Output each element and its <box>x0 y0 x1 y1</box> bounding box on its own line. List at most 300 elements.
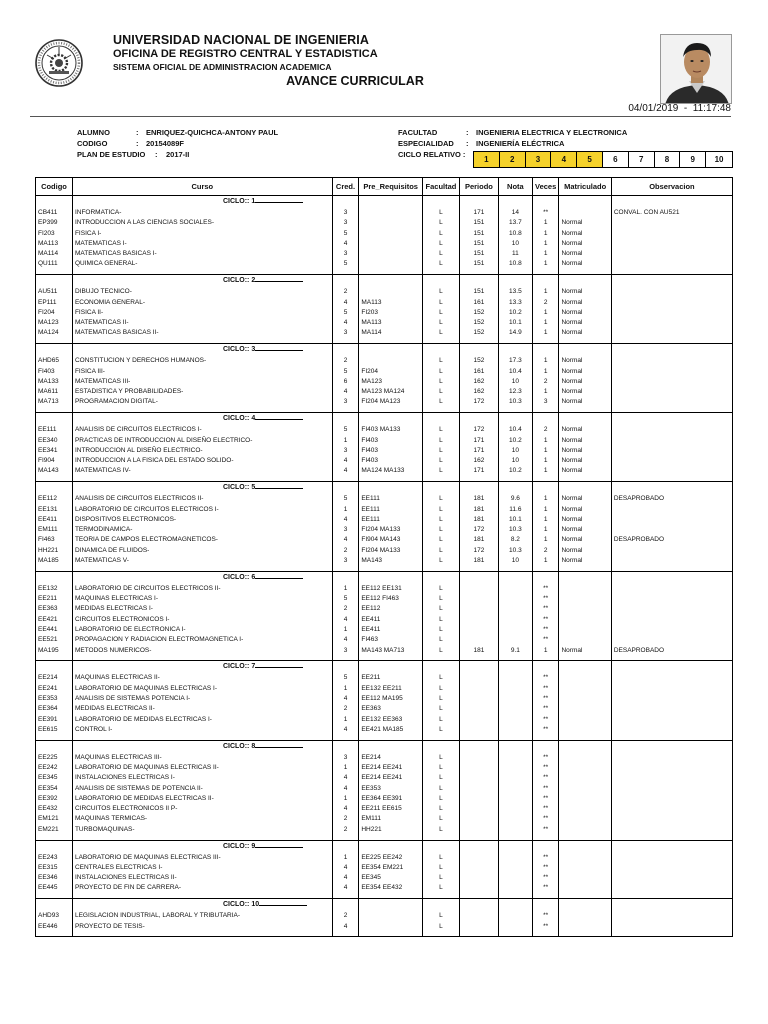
cell-codigo: MA133 <box>36 377 73 387</box>
table-row <box>36 525 733 535</box>
cell-periodo: 171 <box>459 466 498 476</box>
ciclo-underline <box>255 281 303 282</box>
cell-nota: 10 <box>498 377 532 387</box>
cell-prerequisitos <box>359 239 423 249</box>
cell-nota: 8.2 <box>498 535 532 545</box>
cell-curso: MAQUINAS TERMICAS- <box>72 814 332 824</box>
cell-curso: INSTALACIONES ELECTRICAS II- <box>72 873 332 883</box>
cell-curso: CONTROL I- <box>72 725 332 735</box>
cell-matriculado <box>559 825 611 835</box>
cell-periodo: 181 <box>459 646 498 656</box>
cell-matriculado: Normal <box>559 425 611 435</box>
cell-periodo <box>459 615 498 625</box>
table-row <box>36 466 733 476</box>
cell-curso: QUIMICA GENERAL- <box>72 259 332 269</box>
cell-cred: 1 <box>332 505 359 515</box>
cell-periodo: 152 <box>459 318 498 328</box>
cell-observacion <box>611 911 732 921</box>
cell-curso: LABORATORIO DE MEDIDAS ELECTRICAS I- <box>72 715 332 725</box>
cell-prerequisitos: EE353 <box>359 784 423 794</box>
cell-veces: 1 <box>532 249 559 259</box>
cell-curso: LABORATORIO DE MAQUINAS ELECTRICAS II- <box>72 763 332 773</box>
cell-codigo: EE111 <box>36 425 73 435</box>
cell-periodo <box>459 814 498 824</box>
cell-codigo: MA185 <box>36 556 73 566</box>
cell-codigo: EE364 <box>36 704 73 714</box>
cell-periodo: 162 <box>459 387 498 397</box>
cell-nota: 10 <box>498 556 532 566</box>
cell-periodo <box>459 825 498 835</box>
cell-prerequisitos: EE411 <box>359 615 423 625</box>
cell-matriculado: Normal <box>559 298 611 308</box>
cell-cred: 4 <box>332 387 359 397</box>
cell-curso: MATEMATICAS V- <box>72 556 332 566</box>
cell-veces: 1 <box>532 505 559 515</box>
cell-prerequisitos: EE214 EE241 <box>359 763 423 773</box>
ciclo-header-row <box>36 344 733 357</box>
facultad-colon: : <box>466 128 469 137</box>
cell-periodo: 152 <box>459 356 498 366</box>
cell-codigo: EE521 <box>36 635 73 645</box>
cell-veces: ** <box>532 911 559 921</box>
cell-codigo: EE132 <box>36 584 73 594</box>
cell-nota <box>498 694 532 704</box>
cell-cred: 1 <box>332 763 359 773</box>
cell-matriculado <box>559 704 611 714</box>
cell-nota: 10.8 <box>498 259 532 269</box>
cell-codigo: EE345 <box>36 773 73 783</box>
cell-matriculado: Normal <box>559 239 611 249</box>
table-row <box>36 673 733 683</box>
cell-cred: 3 <box>332 556 359 566</box>
cell-cred: 5 <box>332 494 359 504</box>
cell-veces: 1 <box>532 525 559 535</box>
cell-cred: 4 <box>332 773 359 783</box>
table-row <box>36 308 733 318</box>
cell-cred: 1 <box>332 436 359 446</box>
cell-observacion <box>611 814 732 824</box>
ciclo-label: CICLO:: 6 <box>222 573 256 581</box>
cell-nota: 10.3 <box>498 525 532 535</box>
cell-veces: ** <box>532 814 559 824</box>
cell-codigo: EE241 <box>36 684 73 694</box>
cell-matriculado: Normal <box>559 308 611 318</box>
table-row <box>36 239 733 249</box>
cell-nota: 10 <box>498 446 532 456</box>
cell-observacion <box>611 704 732 714</box>
cell-cred: 4 <box>332 725 359 735</box>
cell-observacion <box>611 377 732 387</box>
cell-periodo: 151 <box>459 259 498 269</box>
cell-facultad: L <box>422 804 459 814</box>
table-row <box>36 515 733 525</box>
cell-curso: DISPOSITIVOS ELECTRONICOS- <box>72 515 332 525</box>
cell-cred: 5 <box>332 259 359 269</box>
table-row <box>36 425 733 435</box>
cell-codigo: MA114 <box>36 249 73 259</box>
cell-periodo: 171 <box>459 208 498 218</box>
cell-prerequisitos <box>359 922 423 932</box>
cell-veces: 1 <box>532 218 559 228</box>
ciclo-label: CICLO:: 7 <box>222 663 256 671</box>
cell-observacion: DESAPROBADO <box>611 646 732 656</box>
cell-nota: 13.3 <box>498 298 532 308</box>
cell-veces: ** <box>532 635 559 645</box>
table-row <box>36 249 733 259</box>
cell-observacion <box>611 328 732 338</box>
cell-facultad: L <box>422 715 459 725</box>
cell-periodo <box>459 773 498 783</box>
cell-nota: 14 <box>498 208 532 218</box>
cell-nota <box>498 584 532 594</box>
cell-cred: 1 <box>332 625 359 635</box>
table-row <box>36 556 733 566</box>
ciclo-label: CICLO:: 1 <box>222 198 256 205</box>
ciclo-underline <box>255 667 303 668</box>
cell-observacion <box>611 673 732 683</box>
cell-prerequisitos: EE132 EE211 <box>359 684 423 694</box>
table-row <box>36 604 733 614</box>
cell-periodo <box>459 725 498 735</box>
cell-curso: INTRODUCCION AL DISEÑO ELECTRICO- <box>72 446 332 456</box>
cell-prerequisitos: MA143 <box>359 556 423 566</box>
cell-matriculado: Normal <box>559 249 611 259</box>
cell-periodo: 172 <box>459 397 498 407</box>
cell-veces: ** <box>532 715 559 725</box>
cell-facultad: L <box>422 377 459 387</box>
cell-observacion: CONVAL. CON AU521 <box>611 208 732 218</box>
ciclo-underline <box>255 578 303 579</box>
table-row <box>36 367 733 377</box>
cell-periodo: 151 <box>459 229 498 239</box>
plan-colon: : <box>155 150 158 159</box>
cell-codigo: EE445 <box>36 883 73 893</box>
cell-periodo: 181 <box>459 556 498 566</box>
cell-curso: INTRODUCCION A LAS CIENCIAS SOCIALES- <box>72 218 332 228</box>
cell-facultad: L <box>422 556 459 566</box>
cell-prerequisitos: HH221 <box>359 825 423 835</box>
cell-cred: 4 <box>332 239 359 249</box>
cell-facultad: L <box>422 515 459 525</box>
cell-periodo: 181 <box>459 494 498 504</box>
cell-nota <box>498 773 532 783</box>
cell-curso: ANALISIS DE CIRCUITOS ELECTRICOS I- <box>72 425 332 435</box>
cell-curso: DINAMICA DE FLUIDOS- <box>72 546 332 556</box>
cell-observacion <box>611 584 732 594</box>
cell-curso: INSTALACIONES ELECTRICAS I- <box>72 773 332 783</box>
cell-curso: PROYECTO DE TESIS- <box>72 922 332 932</box>
cell-cred: 2 <box>332 825 359 835</box>
cell-observacion <box>611 308 732 318</box>
cell-veces: ** <box>532 763 559 773</box>
cell-prerequisitos: EE112 MA195 <box>359 694 423 704</box>
ciclo-underline <box>255 488 303 489</box>
cell-codigo: EE112 <box>36 494 73 504</box>
cell-veces: 1 <box>532 494 559 504</box>
group-separator <box>36 932 733 937</box>
cell-matriculado <box>559 814 611 824</box>
cell-codigo: MA123 <box>36 318 73 328</box>
cell-codigo: EE243 <box>36 853 73 863</box>
cell-periodo: 161 <box>459 298 498 308</box>
cell-periodo <box>459 594 498 604</box>
cell-prerequisitos <box>359 911 423 921</box>
cell-codigo: EE346 <box>36 873 73 883</box>
cell-curso: ECONOMIA GENERAL- <box>72 298 332 308</box>
cell-nota: 10 <box>498 239 532 249</box>
cell-matriculado: Normal <box>559 377 611 387</box>
table-row <box>36 505 733 515</box>
table-row <box>36 356 733 366</box>
cell-veces: ** <box>532 825 559 835</box>
cell-nota <box>498 911 532 921</box>
cell-observacion <box>611 715 732 725</box>
cell-curso: MEDIDAS ELECTRICAS I- <box>72 604 332 614</box>
cell-prerequisitos: FI204 MA133 <box>359 546 423 556</box>
cell-cred: 5 <box>332 594 359 604</box>
cell-periodo: 152 <box>459 308 498 318</box>
cell-codigo: MA124 <box>36 328 73 338</box>
cell-facultad: L <box>422 505 459 515</box>
cell-veces: 1 <box>532 367 559 377</box>
cell-matriculado: Normal <box>559 515 611 525</box>
cell-codigo: EE211 <box>36 594 73 604</box>
facultad-label: FACULTAD <box>398 128 438 137</box>
cell-prerequisitos: EE112 <box>359 604 423 614</box>
cell-nota <box>498 784 532 794</box>
col-header-curso: Curso <box>72 178 332 196</box>
cell-facultad: L <box>422 883 459 893</box>
cell-curso: MAQUINAS ELECTRICAS I- <box>72 594 332 604</box>
cell-matriculado <box>559 208 611 218</box>
cell-facultad: L <box>422 259 459 269</box>
cell-periodo: 171 <box>459 436 498 446</box>
cell-veces: ** <box>532 584 559 594</box>
cell-nota <box>498 825 532 835</box>
cell-matriculado: Normal <box>559 356 611 366</box>
cell-periodo <box>459 763 498 773</box>
ciclo-label: CICLO:: 8 <box>222 742 256 750</box>
cell-facultad: L <box>422 456 459 466</box>
cell-facultad: L <box>422 446 459 456</box>
cell-prerequisitos: EE111 <box>359 505 423 515</box>
cell-cred: 4 <box>332 863 359 873</box>
cell-cred: 2 <box>332 814 359 824</box>
cell-curso: CONSTITUCION Y DERECHOS HUMANOS- <box>72 356 332 366</box>
table-row <box>36 804 733 814</box>
table-row <box>36 814 733 824</box>
cell-codigo: EE446 <box>36 922 73 932</box>
cell-curso: FISICA II- <box>72 308 332 318</box>
cell-veces: 2 <box>532 546 559 556</box>
cell-matriculado <box>559 784 611 794</box>
cell-prerequisitos: EE211 <box>359 673 423 683</box>
cell-prerequisitos: EE354 EM221 <box>359 863 423 873</box>
table-row <box>36 328 733 338</box>
cell-curso: INTRODUCCION A LA FISICA DEL ESTADO SOLIDO- <box>72 456 332 466</box>
cell-veces: 2 <box>532 377 559 387</box>
cell-codigo: FI203 <box>36 229 73 239</box>
cell-facultad: L <box>422 625 459 635</box>
cell-cred: 5 <box>332 673 359 683</box>
cell-prerequisitos: EE214 <box>359 753 423 763</box>
cell-nota <box>498 635 532 645</box>
cell-observacion <box>611 873 732 883</box>
cell-prerequisitos: EM111 <box>359 814 423 824</box>
cell-codigo: EE131 <box>36 505 73 515</box>
cell-veces: ** <box>532 704 559 714</box>
cell-veces: ** <box>532 804 559 814</box>
table-row <box>36 218 733 228</box>
cell-curso: LABORATORIO DE CIRCUITOS ELECTRICOS II- <box>72 584 332 594</box>
table-row <box>36 715 733 725</box>
cell-periodo: 151 <box>459 249 498 259</box>
cell-veces: 1 <box>532 535 559 545</box>
cell-cred: 1 <box>332 794 359 804</box>
cell-veces: ** <box>532 594 559 604</box>
cell-matriculado: Normal <box>559 535 611 545</box>
cell-matriculado: Normal <box>559 259 611 269</box>
table-row <box>36 494 733 504</box>
cell-matriculado <box>559 584 611 594</box>
cell-facultad: L <box>422 863 459 873</box>
plan-label: PLAN DE ESTUDIO <box>77 150 146 159</box>
cell-observacion <box>611 229 732 239</box>
cell-nota: 10.2 <box>498 308 532 318</box>
cell-observacion <box>611 725 732 735</box>
cell-periodo: 181 <box>459 515 498 525</box>
cell-observacion <box>611 883 732 893</box>
cell-cred: 3 <box>332 328 359 338</box>
cell-observacion: DESAPROBADO <box>611 494 732 504</box>
ciclo-relativo-indicator <box>473 151 733 168</box>
ciclo-box-4: 4 <box>551 152 577 167</box>
cell-nota: 13.7 <box>498 218 532 228</box>
cell-cred: 3 <box>332 208 359 218</box>
table-row <box>36 436 733 446</box>
cell-matriculado <box>559 763 611 773</box>
cell-cred: 5 <box>332 308 359 318</box>
cell-cred: 1 <box>332 715 359 725</box>
cell-curso: FISICA I- <box>72 229 332 239</box>
ciclo-box-1: 1 <box>474 152 500 167</box>
table-row <box>36 784 733 794</box>
cell-codigo: MA195 <box>36 646 73 656</box>
cell-prerequisitos <box>359 208 423 218</box>
cell-curso: MATEMATICAS IV- <box>72 466 332 476</box>
cell-facultad: L <box>422 594 459 604</box>
cell-cred: 2 <box>332 546 359 556</box>
cell-nota: 17.3 <box>498 356 532 366</box>
table-row <box>36 259 733 269</box>
cell-cred: 4 <box>332 804 359 814</box>
cell-prerequisitos: EE364 EE391 <box>359 794 423 804</box>
cell-periodo: 151 <box>459 218 498 228</box>
cell-periodo: 152 <box>459 328 498 338</box>
col-header-matriculado: Matriculado <box>559 178 611 196</box>
cell-nota: 10.4 <box>498 367 532 377</box>
cell-curso: MATEMATICAS III- <box>72 377 332 387</box>
cell-cred: 3 <box>332 646 359 656</box>
cell-cred: 3 <box>332 446 359 456</box>
cell-observacion <box>611 694 732 704</box>
cell-curso: MAQUINAS ELECTRICAS II- <box>72 673 332 683</box>
cell-observacion <box>611 425 732 435</box>
cell-facultad: L <box>422 673 459 683</box>
cell-veces: 1 <box>532 436 559 446</box>
cell-matriculado: Normal <box>559 646 611 656</box>
cell-facultad: L <box>422 825 459 835</box>
cell-curso: TURBOMAQUINAS- <box>72 825 332 835</box>
header-divider <box>30 116 731 117</box>
table-row <box>36 456 733 466</box>
cell-cred: 4 <box>332 635 359 645</box>
cell-codigo: CB411 <box>36 208 73 218</box>
cell-nota <box>498 673 532 683</box>
cell-codigo: EE341 <box>36 446 73 456</box>
cell-facultad: L <box>422 229 459 239</box>
cell-periodo <box>459 873 498 883</box>
cell-facultad: L <box>422 814 459 824</box>
cell-matriculado: Normal <box>559 466 611 476</box>
cell-periodo <box>459 922 498 932</box>
cell-cred: 4 <box>332 922 359 932</box>
cell-matriculado <box>559 911 611 921</box>
cell-facultad: L <box>422 784 459 794</box>
ciclo-box-8: 8 <box>655 152 681 167</box>
cell-periodo: 171 <box>459 446 498 456</box>
cell-facultad: L <box>422 287 459 297</box>
cell-veces: ** <box>532 208 559 218</box>
cell-prerequisitos: FI204 MA133 <box>359 525 423 535</box>
cell-periodo <box>459 625 498 635</box>
table-row <box>36 625 733 635</box>
cell-veces: ** <box>532 873 559 883</box>
cell-matriculado: Normal <box>559 387 611 397</box>
cell-nota: 10.3 <box>498 397 532 407</box>
cell-prerequisitos <box>359 259 423 269</box>
cell-observacion <box>611 753 732 763</box>
cell-codigo: EE615 <box>36 725 73 735</box>
cell-observacion <box>611 625 732 635</box>
cell-nota: 9.1 <box>498 646 532 656</box>
table-row <box>36 763 733 773</box>
cell-nota <box>498 604 532 614</box>
table-row <box>36 911 733 921</box>
cell-veces: 1 <box>532 229 559 239</box>
cell-codigo: MA611 <box>36 387 73 397</box>
cell-observacion: DESAPROBADO <box>611 535 732 545</box>
codigo-colon: : <box>136 139 139 148</box>
cell-nota: 10.1 <box>498 515 532 525</box>
table-row <box>36 646 733 656</box>
cell-matriculado <box>559 773 611 783</box>
table-row <box>36 546 733 556</box>
cell-codigo: HH221 <box>36 546 73 556</box>
cell-matriculado: Normal <box>559 328 611 338</box>
cell-codigo: EM121 <box>36 814 73 824</box>
ciclo-header-row <box>36 840 733 853</box>
cell-matriculado <box>559 853 611 863</box>
cell-facultad: L <box>422 684 459 694</box>
cell-periodo: 172 <box>459 546 498 556</box>
cell-prerequisitos: EE363 <box>359 704 423 714</box>
ciclo-header-row <box>36 482 733 495</box>
cell-nota: 13.5 <box>498 287 532 297</box>
cell-curso: INFORMATICA- <box>72 208 332 218</box>
ciclo-header-row <box>36 196 733 209</box>
cell-facultad: L <box>422 298 459 308</box>
